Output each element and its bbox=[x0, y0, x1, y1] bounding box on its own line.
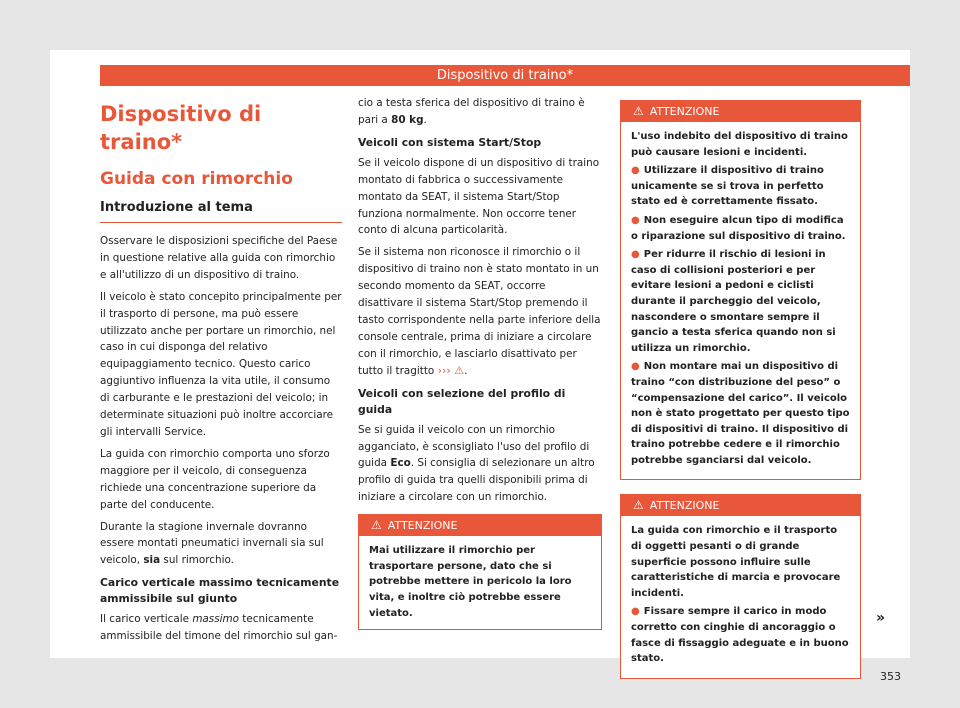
bullet-icon: ● bbox=[631, 361, 640, 373]
continue-icon: » bbox=[876, 610, 886, 626]
warning-box bbox=[358, 514, 602, 630]
warning-header: ⚠ ATTENZIONE bbox=[621, 495, 860, 516]
paragraph: La guida con rimorchio comporta uno sforzo maggiore per il veicolo, di conseguenza richiede una concentrazione superiore da parte del conducente. bbox=[100, 447, 330, 511]
warning-box bbox=[620, 494, 861, 678]
running-header: Dispositivo di traino* bbox=[100, 65, 910, 86]
warning-triangle-icon: ⚠ bbox=[633, 498, 644, 513]
warning-header: ⚠ ATTENZIONE bbox=[621, 101, 860, 122]
section-title: Guida con rimorchio bbox=[100, 169, 293, 189]
warning-item: ● Fissare sempre il carico in modo corretto con cinghie di ancoraggio o fasce di fissaggio adeguate e in buono stato. bbox=[631, 606, 849, 665]
warning-triangle-icon: ⚠ bbox=[633, 104, 644, 118]
paragraph: Il veicolo è stato concepito principalmente per il trasporto di persone, ma può essere utilizzato anche per portare un rimorchio, nel caso in cui disponga del relativo equipaggiamento tecnico. Questo carico aggiuntivo influenza la vita utile, il consumo di carburante e le prestazioni del veicolo; in determinate situazioni può inoltre accorciare gli intervalli Service. bbox=[100, 290, 342, 438]
page bbox=[50, 50, 910, 683]
paragraph: cio a testa sferica del dispositivo di traino è pari a 80 kg. bbox=[358, 97, 585, 126]
warning-header: ⚠ ATTENZIONE bbox=[359, 515, 601, 536]
warning-triangle-icon: ⚠ bbox=[371, 518, 382, 533]
paragraph: Osservare le disposizioni specifiche del Paese in questione relative alla guida con rimorchio e all'utilizzo di un dispositivo di traino. bbox=[100, 235, 338, 281]
warning-item: ● Non montare mai un dispositivo di traino “con distribuzione del peso” o “compensazione del carico”. Il veicolo non è stato progettato per questo tipo di dispositivi di traino. Il dispositivo di traino potrebbe cedere e il rimorchio potrebbe sganciarsi dal veicolo. bbox=[631, 361, 850, 466]
right-column bbox=[620, 100, 861, 679]
paragraph: Durante la stagione invernale dovranno essere montati pneumatici invernali sia sul veicolo, sia sul rimorchio. bbox=[100, 520, 324, 567]
middle-column bbox=[358, 95, 602, 630]
bullet-icon: ● bbox=[631, 606, 640, 618]
paragraph: Se si guida il veicolo con un rimorchio agganciato, è sconsigliato l'uso del profilo di guida Eco. Si consiglia di selezionare un altro profilo di guida tra quelli disponibili prima di iniziare a circolare con un rimorchio. bbox=[358, 423, 595, 504]
warning-item: ● Per ridurre il rischio di lesioni in caso di collisioni posteriori e per evitare lesioni a pedoni e ciclisti durante il parcheggio del veicolo, nascondere o smontare sempre il gancio a testa sferica quando non si utilizza un rimorchio. bbox=[631, 249, 836, 354]
warning-item: ● Utilizzare il dispositivo di traino unicamente se si trova in perfetto stato ed è correttamente fissato. bbox=[631, 165, 824, 208]
warning-intro: La guida con rimorchio e il trasporto di oggetti pesanti o di grande superficie possono influire sulle caratteristiche di marcia e provocare incidenti. bbox=[631, 525, 841, 599]
warning-box bbox=[620, 100, 861, 480]
bullet-icon: ● bbox=[631, 214, 640, 226]
chapter-title: Dispositivo di traino* bbox=[100, 102, 262, 154]
warning-item: ● Non eseguire alcun tipo di modifica o riparazione sul dispositivo di traino. bbox=[631, 214, 846, 242]
warning-intro: L'uso indebito del dispositivo di traino può causare lesioni e incidenti. bbox=[631, 131, 848, 158]
bullet-icon: ● bbox=[631, 165, 640, 177]
subheading: Veicoli con sistema Start/Stop bbox=[358, 135, 542, 149]
paragraph: Il carico verticale massimo tecnicamente ammissibile del timone del rimorchio sul gan- bbox=[100, 613, 338, 643]
page-number: 353 bbox=[880, 670, 901, 683]
subsection-title: Introduzione al tema bbox=[100, 198, 342, 223]
warning-reference-icon[interactable]: ››› ⚠ bbox=[437, 363, 465, 377]
paragraph: Se il sistema non riconosce il rimorchio o il dispositivo di traino non è stato montato in un secondo momento da SEAT, occorre disattivare il sistema Start/Stop premendo il tasto corrispondente nella parte inferiore della console centrale, prima di iniziare a circolare con il rimorchio, e lasciarlo disattivato per tutto il tragitto ››› ⚠. bbox=[358, 246, 601, 377]
left-column bbox=[100, 100, 342, 650]
subheading: Veicoli con selezione del profilo di guida bbox=[358, 386, 566, 416]
bullet-icon: ● bbox=[631, 249, 640, 261]
warning-text: Mai utilizzare il rimorchio per trasportare persone, dato che si potrebbe mettere in pericolo la loro vita, e inoltre ciò potrebbe essere vietato. bbox=[369, 545, 572, 619]
paragraph: Se il veicolo dispone di un dispositivo di traino montato di fabbrica o successivamente montato da SEAT, il sistema Start/Stop funziona normalmente. Non occorre tener conto di alcuna particolarità. bbox=[358, 156, 600, 237]
subheading: Carico verticale massimo tecnicamente ammissibile sul giunto bbox=[100, 576, 340, 606]
